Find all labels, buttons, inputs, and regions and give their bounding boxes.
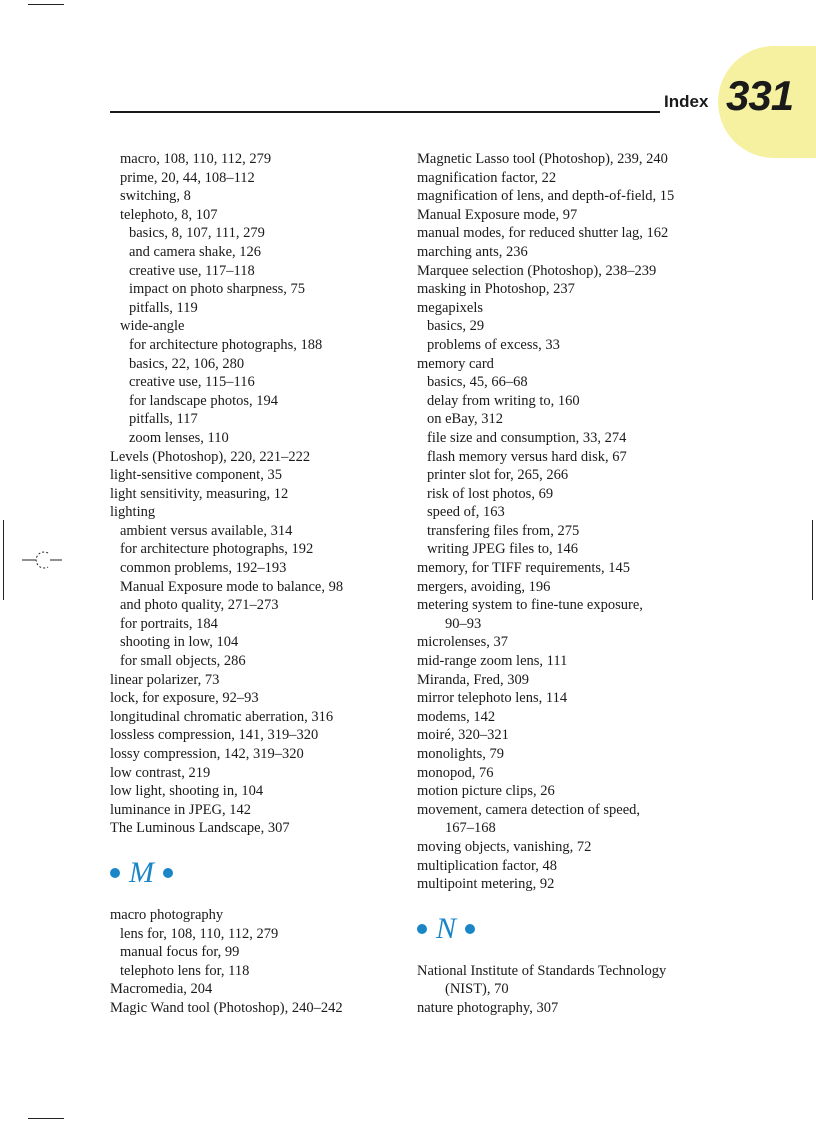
index-entry: 167–168: [445, 820, 496, 837]
index-entry: macro photography: [110, 906, 224, 923]
index-entry: (NIST), 70: [445, 981, 509, 998]
index-entry: on eBay, 312: [427, 411, 503, 428]
index-entry: writing JPEG files to, 146: [427, 541, 579, 558]
index-entry: modems, 142: [417, 708, 496, 725]
registration-mark-icon: [22, 548, 62, 572]
index-entry: moving objects, vanishing, 72: [417, 838, 592, 855]
index-entry: Macromedia, 204: [110, 981, 213, 998]
index-entry: for landscape photos, 194: [129, 392, 278, 409]
index-entry: Levels (Photoshop), 220, 221–222: [110, 448, 311, 465]
index-entry: file size and consumption, 33, 274: [427, 429, 627, 446]
index-entry: transfering files from, 275: [427, 522, 580, 539]
page-number: 331: [726, 72, 794, 119]
index-entry: manual modes, for reduced shutter lag, 162: [417, 225, 669, 242]
index-entry: Magic Wand tool (Photoshop), 240–242: [110, 999, 343, 1016]
index-entry: and photo quality, 271–273: [120, 597, 279, 614]
index-entry: impact on photo sharpness, 75: [129, 281, 305, 298]
index-entry: ambient versus available, 314: [120, 522, 293, 539]
index-entry: movement, camera detection of speed,: [417, 801, 641, 818]
index-entry: lossy compression, 142, 319–320: [110, 746, 304, 762]
index-entry: basics, 45, 66–68: [427, 374, 528, 391]
index-entry: for small objects, 286: [120, 653, 246, 670]
index-entry: memory card: [417, 355, 494, 372]
index-entry: light sensitivity, measuring, 12: [110, 485, 289, 502]
index-entry: monolights, 79: [417, 746, 505, 762]
crop-mark: [812, 520, 813, 600]
index-entry: nature photography, 307: [417, 999, 559, 1016]
bullet-dot-icon: [163, 868, 173, 878]
index-entry: flash memory versus hard disk, 67: [427, 448, 627, 465]
running-title: Index: [664, 92, 709, 111]
index-entry: mid-range zoom lens, 111: [417, 653, 568, 670]
index-entry: moiré, 320–321: [417, 727, 509, 744]
index-entry: Manual Exposure mode, 97: [417, 206, 578, 223]
section-letter-heading: [417, 902, 717, 956]
index-entry: pitfalls, 119: [129, 299, 198, 316]
index-entry: for architecture photographs, 192: [120, 541, 314, 558]
index-entry: printer slot for, 265, 266: [427, 467, 569, 484]
index-entry: National Institute of Standards Technology: [417, 962, 667, 979]
index-entry: speed of, 163: [427, 504, 505, 521]
index-entry: lock, for exposure, 92–93: [110, 690, 259, 707]
index-column-right: [417, 150, 717, 1018]
index-entry: wide-angle: [120, 318, 185, 335]
header-rule: [110, 111, 660, 113]
index-entry: Manual Exposure mode to balance, 98: [120, 578, 344, 595]
crop-mark: [3, 520, 4, 600]
index-entry: lens for, 108, 110, 112, 279: [120, 925, 279, 942]
index-entry: delay from writing to, 160: [427, 392, 580, 409]
index-entry: metering system to fine-tune exposure,: [417, 597, 643, 614]
index-entry: The Luminous Landscape, 307: [110, 820, 290, 837]
index-entry: for architecture photographs, 188: [129, 336, 323, 353]
index-entry: mergers, avoiding, 196: [417, 578, 551, 595]
index-entry: common problems, 192–193: [120, 560, 287, 577]
section-letter: M: [129, 855, 154, 889]
index-entry: prime, 20, 44, 108–112: [120, 169, 255, 186]
index-entry: lighting: [110, 504, 156, 521]
index-entry: light-sensitive component, 35: [110, 467, 282, 484]
index-entry: macro, 108, 110, 112, 279: [120, 151, 272, 167]
index-entry: linear polarizer, 73: [110, 671, 220, 688]
index-entry: basics, 8, 107, 111, 279: [129, 225, 265, 242]
index-entry: megapixels: [417, 299, 484, 316]
index-entry: longitudinal chromatic aberration, 316: [110, 708, 334, 725]
index-entry: telephoto lens for, 118: [120, 962, 250, 979]
index-entry: zoom lenses, 110: [129, 429, 229, 446]
index-entry: pitfalls, 117: [129, 411, 198, 428]
index-entry: memory, for TIFF requirements, 145: [417, 560, 631, 577]
index-entry: lossless compression, 141, 319–320: [110, 727, 319, 744]
section-letter-heading: [110, 846, 400, 900]
index-entry: creative use, 115–116: [129, 374, 255, 391]
section-letter: N: [436, 911, 457, 945]
index-entry: telephoto, 8, 107: [120, 206, 218, 223]
index-entry: low light, shooting in, 104: [110, 783, 264, 800]
index-entry: for portraits, 184: [120, 615, 218, 632]
index-entry: manual focus for, 99: [120, 944, 240, 961]
index-entry: shooting in low, 104: [120, 634, 239, 651]
crop-mark: [28, 1118, 64, 1119]
bullet-dot-icon: [417, 924, 427, 934]
index-entry: multipoint metering, 92: [417, 876, 555, 893]
index-entry: basics, 29: [427, 318, 485, 335]
index-entry: switching, 8: [120, 188, 191, 205]
index-entry: 90–93: [445, 615, 482, 632]
index-entry: and camera shake, 126: [129, 243, 262, 260]
bullet-dot-icon: [110, 868, 120, 878]
crop-mark: [28, 4, 64, 5]
index-entry: Magnetic Lasso tool (Photoshop), 239, 240: [417, 151, 668, 167]
index-entry: multiplication factor, 48: [417, 857, 557, 874]
index-entry: masking in Photoshop, 237: [417, 281, 575, 298]
index-entry: microlenses, 37: [417, 634, 509, 651]
index-entry: magnification factor, 22: [417, 169, 557, 186]
index-column-left: [110, 150, 400, 1018]
index-entry: marching ants, 236: [417, 243, 528, 260]
index-entry: mirror telephoto lens, 114: [417, 690, 568, 707]
index-entry: magnification of lens, and depth-of-field, 15: [417, 188, 675, 205]
index-entry: low contrast, 219: [110, 764, 211, 781]
bullet-dot-icon: [465, 924, 475, 934]
index-entry: Marquee selection (Photoshop), 238–239: [417, 262, 657, 279]
index-entry: luminance in JPEG, 142: [110, 801, 251, 818]
index-entry: risk of lost photos, 69: [427, 485, 554, 502]
index-entry: motion picture clips, 26: [417, 783, 555, 800]
index-entry: problems of excess, 33: [427, 336, 560, 353]
index-entry: basics, 22, 106, 280: [129, 355, 245, 372]
index-entry: monopod, 76: [417, 764, 494, 781]
index-entry: Miranda, Fred, 309: [417, 671, 529, 688]
index-entry: creative use, 117–118: [129, 262, 255, 279]
